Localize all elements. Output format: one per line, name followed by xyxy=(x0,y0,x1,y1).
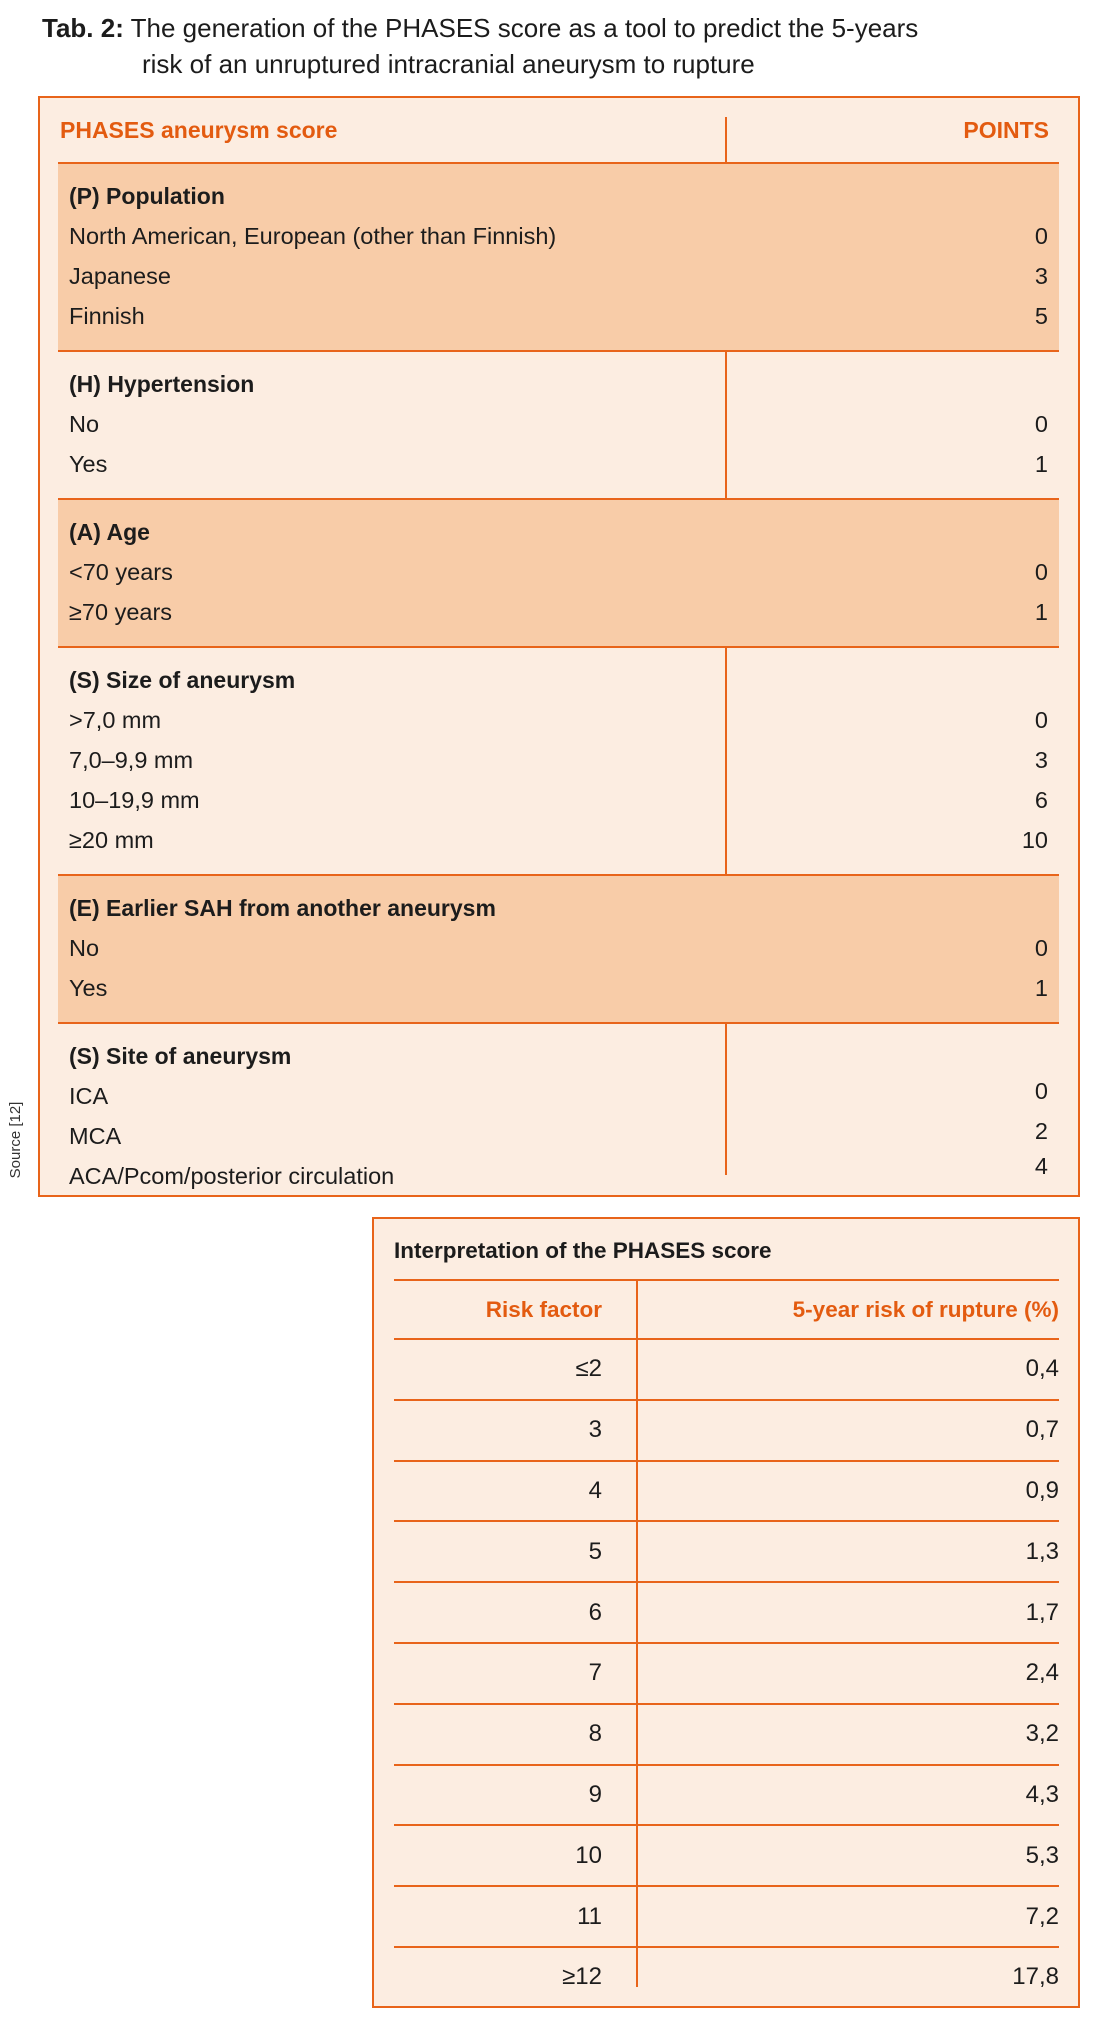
interpretation-row xyxy=(394,1885,1059,1946)
score-item-points: 3 xyxy=(1034,747,1048,773)
score-item xyxy=(69,740,1048,780)
section-heading xyxy=(69,176,1048,216)
score-item-label: ACA/Pcom/posterior circulation xyxy=(69,1163,395,1189)
score-section xyxy=(58,498,1059,646)
score-item-points: 0 xyxy=(1034,935,1048,961)
interpretation-row xyxy=(394,1399,1059,1460)
score-section xyxy=(58,162,1059,350)
score-section xyxy=(58,874,1059,1022)
score-section xyxy=(58,1022,1059,1210)
rupture-risk-cell: 1,7 xyxy=(1025,1598,1059,1626)
interpretation-row xyxy=(394,1764,1059,1825)
score-item-label: No xyxy=(69,411,100,437)
interpretation-header-row xyxy=(394,1279,1059,1338)
score-item-label: North American, European (other than Finnish) xyxy=(69,223,557,249)
score-item-points: 4 xyxy=(1034,1153,1048,1179)
interpretation-row xyxy=(394,1520,1059,1581)
score-item-label: ≥70 years xyxy=(69,599,173,625)
risk-factor-cell: ≥12 xyxy=(562,1963,602,1991)
risk-factor-cell: 9 xyxy=(588,1780,602,1808)
score-item-label: ≥20 mm xyxy=(69,827,154,853)
interpretation-row xyxy=(394,1703,1059,1764)
section-heading xyxy=(69,512,1048,552)
section-heading-text: (P) Population xyxy=(69,183,225,209)
risk-factor-cell: 11 xyxy=(577,1902,602,1930)
score-item xyxy=(69,968,1048,1008)
table-caption xyxy=(42,10,1072,82)
interpretation-row xyxy=(394,1338,1059,1399)
score-item xyxy=(69,552,1048,592)
risk-factor-cell: 5 xyxy=(588,1537,602,1565)
score-item-points: 2 xyxy=(1034,1118,1048,1144)
score-column-header: PHASES aneurysm score xyxy=(60,117,338,143)
rupture-risk-cell: 2,4 xyxy=(1025,1659,1059,1687)
rupture-risk-cell: 0,7 xyxy=(1025,1416,1059,1444)
score-item-label: Yes xyxy=(69,451,108,477)
score-item xyxy=(69,256,1048,296)
rupture-risk-cell: 0,4 xyxy=(1025,1355,1059,1383)
score-item xyxy=(69,444,1048,484)
caption-line-1: The generation of the PHASES score as a tool to predict the 5-years xyxy=(130,13,919,43)
score-item-label: <70 years xyxy=(69,559,173,585)
rupture-risk-cell: 3,2 xyxy=(1025,1720,1059,1748)
score-item-label: MCA xyxy=(69,1123,122,1149)
risk-factor-cell: 3 xyxy=(588,1416,602,1444)
section-heading-text: (S) Site of aneurysm xyxy=(69,1043,292,1069)
interpretation-row xyxy=(394,1581,1059,1642)
score-item-points: 5 xyxy=(1034,303,1048,329)
score-section xyxy=(58,646,1059,874)
score-item-label: Japanese xyxy=(69,263,171,289)
section-heading-text: (A) Age xyxy=(69,519,150,545)
score-item-label: Yes xyxy=(69,975,108,1001)
score-item xyxy=(69,404,1048,444)
score-item-points: 10 xyxy=(1021,827,1048,853)
interpretation-row xyxy=(394,1946,1059,2007)
section-heading xyxy=(69,660,1048,700)
section-heading xyxy=(69,364,1048,404)
score-item xyxy=(69,592,1048,632)
section-heading xyxy=(69,888,1048,928)
score-item xyxy=(69,1076,1048,1116)
score-item-points: 1 xyxy=(1034,599,1048,625)
risk-factor-cell: 6 xyxy=(588,1598,602,1626)
risk-factor-cell: 8 xyxy=(588,1720,602,1748)
interpretation-row xyxy=(394,1642,1059,1703)
risk-factor-cell: 10 xyxy=(575,1841,602,1869)
score-item-points: 1 xyxy=(1034,451,1048,477)
points-column-header: POINTS xyxy=(963,117,1049,143)
section-heading-text: (E) Earlier SAH from another aneurysm xyxy=(69,895,496,921)
interpretation-rows xyxy=(394,1279,1059,2007)
score-item-points: 6 xyxy=(1034,787,1048,813)
section-heading-text: (S) Size of aneurysm xyxy=(69,667,296,693)
section-heading-text: (H) Hypertension xyxy=(69,371,255,397)
rupture-risk-cell: 0,9 xyxy=(1025,1476,1059,1504)
score-section xyxy=(58,350,1059,498)
rupture-risk-header: 5-year risk of rupture (%) xyxy=(792,1296,1059,1322)
interpretation-table xyxy=(372,1217,1080,2008)
rupture-risk-cell: 5,3 xyxy=(1025,1841,1059,1869)
score-item-points: 3 xyxy=(1034,263,1048,289)
score-item-points: 0 xyxy=(1034,707,1048,733)
phases-score-table xyxy=(38,96,1080,1197)
caption-label: Tab. 2: xyxy=(42,13,124,43)
score-item xyxy=(69,780,1048,820)
score-item xyxy=(69,700,1048,740)
score-item xyxy=(69,296,1048,336)
risk-factor-header: Risk factor xyxy=(485,1296,602,1322)
section-heading xyxy=(69,1036,1048,1076)
score-item xyxy=(69,1116,1048,1156)
interpretation-row xyxy=(394,1460,1059,1521)
score-item xyxy=(69,820,1048,860)
score-item xyxy=(69,216,1048,256)
score-item-label: No xyxy=(69,935,100,961)
score-item-points: 0 xyxy=(1034,223,1048,249)
score-sections xyxy=(58,162,1059,1210)
score-item-label: >7,0 mm xyxy=(69,707,162,733)
score-item xyxy=(69,1153,1048,1196)
rupture-risk-cell: 7,2 xyxy=(1025,1902,1059,1930)
risk-factor-cell: ≤2 xyxy=(575,1355,602,1383)
score-item-points: 0 xyxy=(1034,1078,1048,1104)
score-item-points: 0 xyxy=(1034,411,1048,437)
caption-line-2: risk of an unruptured intracranial aneurysm to rupture xyxy=(142,49,755,79)
score-item xyxy=(69,928,1048,968)
score-item-points: 1 xyxy=(1034,975,1048,1001)
score-item-label: 7,0–9,9 mm xyxy=(69,747,194,773)
score-item-label: Finnish xyxy=(69,303,145,329)
interpretation-row xyxy=(394,1824,1059,1885)
score-item-points: 0 xyxy=(1034,559,1048,585)
interpretation-title: Interpretation of the PHASES score xyxy=(394,1238,772,1263)
score-item-label: ICA xyxy=(69,1083,109,1109)
rupture-risk-cell: 4,3 xyxy=(1025,1780,1059,1808)
rupture-risk-cell: 17,8 xyxy=(1012,1963,1059,1991)
source-note: Source [12] xyxy=(7,1101,24,1179)
risk-factor-cell: 7 xyxy=(588,1659,602,1687)
rupture-risk-cell: 1,3 xyxy=(1025,1537,1059,1565)
risk-factor-cell: 4 xyxy=(588,1476,602,1504)
score-item-label: 10–19,9 mm xyxy=(69,787,200,813)
